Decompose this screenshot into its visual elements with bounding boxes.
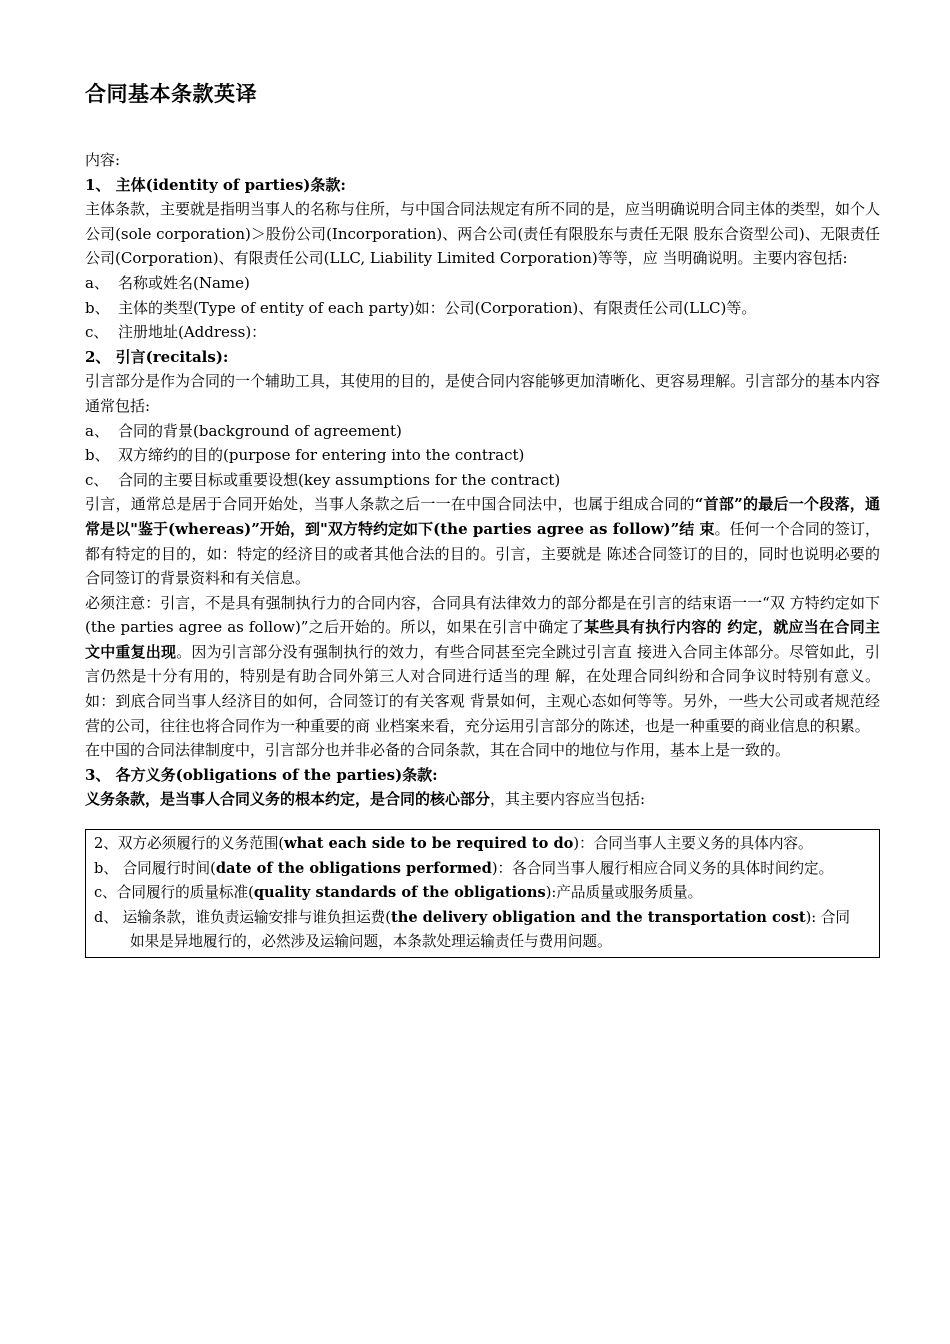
paragraph-text: 必须注意：引言，不是具有强制执行力的合同内容，合同具有法律效力的部分都是在引言的结束语一一“双 方特约定如下(the parties agree as follow)”之后开始的。所以，如果在引言中确定了 xyxy=(85,593,880,637)
obligation-english: what each side to be required to do xyxy=(284,835,574,853)
section-2-paragraph-1: 引言部分是作为合同的一个辅助工具，其使用的目的，是使合同内容能够更加清晰化、更容易理解。引言部分的基本内容通常包括: xyxy=(85,372,881,415)
obligation-label: b、 合同履行时间( xyxy=(94,859,216,877)
obligation-continuation: 如果是异地履行的，必然涉及运输问题，本条款处理运输责任与费用问题。 xyxy=(130,933,612,951)
list-marker: c、 xyxy=(85,323,109,342)
list-marker: c、 xyxy=(85,470,109,489)
document-page xyxy=(85,78,880,958)
obligation-description: ): 合同 xyxy=(805,908,851,926)
list-marker: a、 xyxy=(85,273,109,292)
list-text: 合同的背景(background of agreement) xyxy=(118,421,402,440)
obligation-english: quality standards of the obligations xyxy=(253,884,546,902)
obligation-description: ):产品质量或服务质量。 xyxy=(545,884,703,902)
list-text: 合同的主要目标或重要设想(key assumptions for the contract) xyxy=(118,470,561,489)
emphasized-text: 义务条款，是当事人合同义务的根本约定，是合同的核心部分 xyxy=(85,790,491,809)
paragraph-text: 。任何一个合同的签订，都有特定的目的，如：特定的经济目的或者其他合法的目的。引言，主要就是 陈述合同签订的目的，同时也说明必要的合同签订的背景资料和有关信息。 xyxy=(85,519,880,588)
paragraph-text: ，其主要内容应当包括: xyxy=(490,790,646,809)
paragraph-text: 。因为引言部分没有强制执行的效力，有些合同甚至完全跳过引言直 接进入合同主体部分。尽管如此，引言仍然是十分有用的，特别是有助合同外第三人对合同进行适当的理 解，在处理合同纠纷和合同争议时特别有意义。如：到底合同当事人经济目的如何，合同签订的有关客观 背景如何，主观心态如何等等。另外，一些大公司或者规范经营的公司，往往也将合同作为一种重要的商 业档案来看，充分运用引言部分的陈述，也是一种重要的商业信息的积累。 xyxy=(85,642,880,735)
obligation-label: c、合同履行的质量标准( xyxy=(94,884,254,902)
obligation-description: )：合同当事人主要义务的具体内容。 xyxy=(573,835,813,853)
list-item xyxy=(85,296,880,321)
list-text: 主体的类型(Type of entity of each party)如：公司(Corporation)、有限责任公司(LLC)等。 xyxy=(118,298,757,317)
list-item xyxy=(85,468,880,493)
content-label: 内容: xyxy=(85,151,121,169)
obligation-item xyxy=(94,881,873,906)
list-item xyxy=(85,320,880,345)
emphasized-text: “首部”的最后一个段落，通常是以"鉴于(whereas)”开始，到"双方特约定如下(the parties agree as follow)”结 束 xyxy=(85,495,880,538)
obligation-label: 2、双方必须履行的义务范围( xyxy=(94,835,285,853)
list-text: 名称或姓名(Name) xyxy=(118,273,250,292)
section-2-paragraph-2 xyxy=(85,492,880,590)
list-text: 双方缔约的目的(purpose for entering into the contract) xyxy=(118,446,525,465)
section-2-paragraph-4: 在中国的合同法律制度中，引言部分也并非必备的合同条款，其在合同中的地位与作用，基本上是一致的。 xyxy=(85,741,791,760)
list-item xyxy=(85,443,880,468)
obligation-english: date of the obligations performed xyxy=(215,859,492,877)
list-marker: b、 xyxy=(85,298,110,317)
obligation-item xyxy=(94,906,873,931)
obligation-item xyxy=(94,832,873,857)
list-marker: b、 xyxy=(85,446,110,465)
section-3-paragraph xyxy=(85,787,880,812)
section-2-paragraph-3 xyxy=(85,591,880,739)
document-title: 合同基本条款英译 xyxy=(85,82,257,106)
section-1-heading: 1、 主体(identity of parties)条款: xyxy=(85,175,346,194)
list-marker: a、 xyxy=(85,421,109,440)
section-3-heading: 3、 各方义务(obligations of the parties)条款: xyxy=(85,765,438,784)
obligation-label: d、 运输条款，谁负责运输安排与谁负担运费( xyxy=(94,908,391,926)
section-1-paragraph: 主体条款，主要就是指明当事人的名称与住所，与中国合同法规定有所不同的是，应当明确说明合同主体的类型，如个人公司(sole corporation)＞股份公司(Incorporation)、两合公司(责任有限股东与责任无限 股东合资型公司)、无限责任公司(Corporation)、有限责任公司(LLC, Liability Limited Corporation)等等，应 当明确说明。主要内容包括: xyxy=(85,200,881,268)
section-2-heading: 2、 引言(recitals): xyxy=(85,347,229,366)
obligations-box xyxy=(85,829,880,958)
list-item xyxy=(85,271,880,296)
paragraph-text: 引言，通常总是居于合同开始处，当事人条款之后一一在中国合同法中，也属于组成合同的 xyxy=(85,495,695,514)
obligation-item xyxy=(94,857,873,882)
list-item xyxy=(85,419,880,444)
obligation-english: the delivery obligation and the transportation cost xyxy=(390,908,806,926)
list-text: 注册地址(Address)： xyxy=(118,323,267,342)
emphasized-text: 某些具有执行内容的 约定，就应当在合同主文中重复出现 xyxy=(85,618,880,661)
obligation-description: )：各合同当事人履行相应合同义务的具体时间约定。 xyxy=(491,859,834,877)
